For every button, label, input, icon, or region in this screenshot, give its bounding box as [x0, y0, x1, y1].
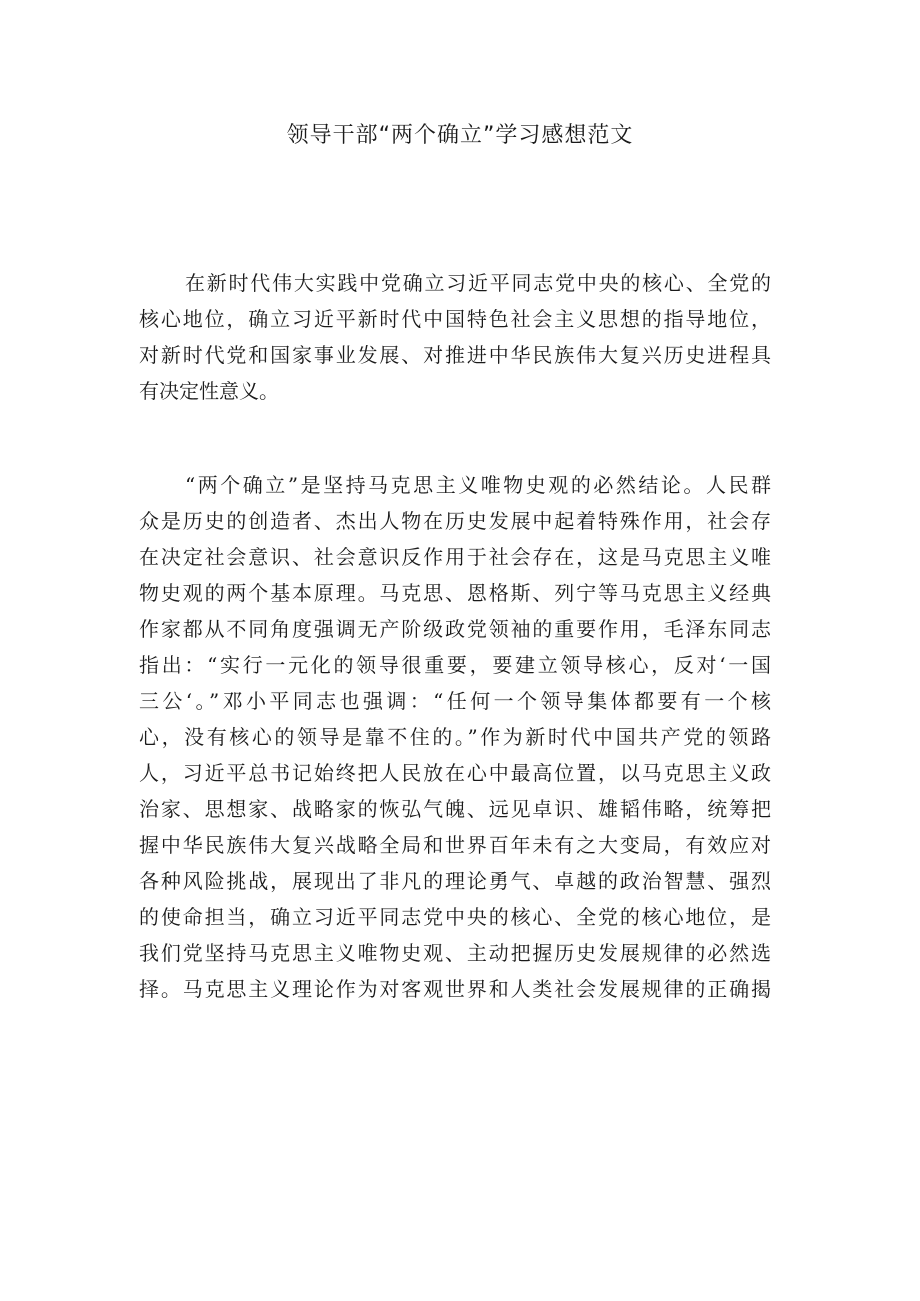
paragraph-line: 在决定社会意识、社会意识反作用于社会存在，这是马克思主义唯 — [139, 545, 771, 569]
paragraph-line: 人，习近平总书记始终把人民放在心中最高位置，以马克思主义政 — [139, 761, 771, 785]
paragraph-2 — [139, 467, 771, 1007]
document-title: 领导干部“两个确立”学习感想范文 — [286, 123, 634, 148]
paragraph-line: 各种风险挑战，展现出了非凡的理论勇气、卓越的政治智慧、强烈 — [139, 869, 771, 893]
paragraph-line: 治家、思想家、战略家的恢弘气魄、远见卓识、雄韬伟略，统筹把 — [139, 797, 771, 821]
paragraph-line: 我们党坚持马克思主义唯物史观、主动把握历史发展规律的必然选 — [139, 941, 771, 965]
paragraph-line: 的使命担当，确立习近平同志党中央的核心、全党的核心地位，是 — [139, 905, 771, 929]
paragraph-line: 择。马克思主义理论作为对客观世界和人类社会发展规律的正确揭 — [139, 977, 771, 1001]
paragraph-line: 在新时代伟大实践中党确立习近平同志党中央的核心、全党的 — [185, 271, 771, 295]
paragraph-line: 众是历史的创造者、杰出人物在历史发展中起着特殊作用，社会存 — [139, 509, 771, 533]
paragraph-line: 握中华民族伟大复兴战略全局和世界百年未有之大变局，有效应对 — [139, 833, 771, 857]
paragraph-line: 指出：“实行一元化的领导很重要，要建立领导核心，反对‘一国 — [139, 653, 771, 677]
paragraph-line: 物史观的两个基本原理。马克思、恩格斯、列宁等马克思主义经典 — [139, 581, 771, 605]
paragraph-line: 心，没有核心的领导是靠不住的。”作为新时代中国共产党的领路 — [139, 725, 771, 749]
paragraph-line: 三公‘。”邓小平同志也强调：“任何一个领导集体都要有一个核 — [139, 689, 771, 713]
paragraph-line: 作家都从不同角度强调无产阶级政党领袖的重要作用，毛泽东同志 — [139, 617, 771, 641]
paragraph-line: 核心地位，确立习近平新时代中国特色社会主义思想的指导地位， — [139, 307, 771, 331]
paragraph-line: 有决定性意义。 — [139, 379, 279, 403]
paragraph-line: 对新时代党和国家事业发展、对推进中华民族伟大复兴历史进程具 — [139, 343, 771, 367]
paragraph-1 — [139, 265, 771, 409]
paragraph-line: “两个确立”是坚持马克思主义唯物史观的必然结论。人民群 — [185, 473, 771, 497]
